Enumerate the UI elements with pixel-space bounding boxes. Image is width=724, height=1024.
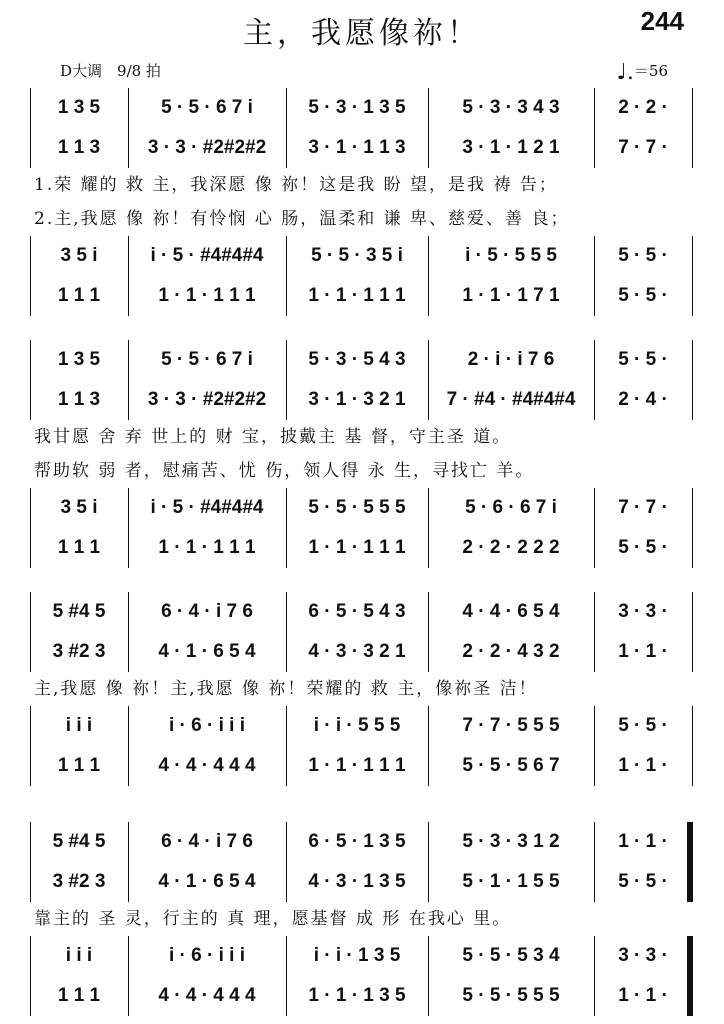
measure: 1 · 1 · — [618, 831, 668, 852]
bar-line — [692, 528, 693, 568]
bar-line — [128, 236, 129, 276]
measure: i · 5 · #4#4#4 — [150, 245, 264, 266]
measure: 6 · 5 · 1 3 5 — [308, 831, 406, 852]
measure: 5 · 5 · 3 5 i — [311, 245, 403, 266]
bar-line — [428, 976, 429, 1016]
bar-line — [286, 632, 287, 672]
measure: 4 · 4 · 4 4 4 — [158, 755, 256, 776]
measure: 3 #2 3 — [52, 641, 106, 662]
lyric-line: 1.荣 耀的 救 主，我深愿 像 祢！这是我 盼 望，是我 祷 告； — [34, 175, 558, 195]
bar-line — [594, 340, 595, 380]
bar-line — [692, 276, 693, 316]
bar-line — [30, 632, 31, 672]
notation-row — [30, 528, 692, 568]
bar-line — [286, 340, 287, 380]
final-bar-line — [687, 976, 692, 1016]
system-1 — [30, 88, 692, 316]
measure: i · 5 · #4#4#4 — [150, 497, 264, 518]
measure: 3 · 1 · 1 1 3 — [308, 137, 406, 158]
bar-line — [30, 936, 31, 976]
bar-line — [30, 592, 31, 632]
measure: 3 · 3 · #2#2#2 — [147, 389, 267, 410]
bar-line — [128, 380, 129, 420]
notation-row — [30, 340, 692, 380]
bar-line — [692, 936, 693, 976]
bar-line — [128, 528, 129, 568]
bar-line — [30, 88, 31, 128]
measure: 5 · 5 · — [618, 871, 668, 892]
bar-line — [128, 128, 129, 168]
measure: 3 · 3 · #2#2#2 — [147, 137, 267, 158]
bar-line — [128, 862, 129, 902]
bar-line — [692, 822, 693, 862]
measure: 1 · 1 · 1 7 1 — [462, 285, 560, 306]
measure: 7 · 7 · 5 5 5 — [462, 715, 560, 736]
tempo-marking — [617, 60, 668, 85]
system-3 — [30, 592, 692, 786]
measure: 3 #2 3 — [52, 871, 106, 892]
notation-row — [30, 88, 692, 128]
system-2 — [30, 340, 692, 568]
notation-row — [30, 236, 692, 276]
lyric-line: 我甘愿 舍 弃 世上的 财 宝，披戴主 基 督，守主圣 道。 — [34, 427, 512, 447]
measure: 5 · 5 · — [618, 285, 668, 306]
bar-line — [128, 88, 129, 128]
notation-row — [30, 488, 692, 528]
measure: i · 5 · 5 5 5 — [465, 245, 557, 266]
bar-line — [428, 236, 429, 276]
final-bar-line — [687, 822, 692, 862]
bar-line — [594, 976, 595, 1016]
notation-row — [30, 862, 692, 902]
bar-line — [594, 862, 595, 902]
bar-line — [286, 746, 287, 786]
measure: 1 · 1 · 1 1 1 — [308, 755, 406, 776]
measure: 4 · 3 · 1 3 5 — [308, 871, 406, 892]
measure: 2 · 4 · — [618, 389, 668, 410]
bar-line — [286, 380, 287, 420]
bar-line — [692, 88, 693, 128]
measure: 3 5 i — [60, 245, 98, 266]
bar-line — [286, 822, 287, 862]
measure: 5 · 5 · 6 7 i — [161, 349, 253, 370]
bar-line — [30, 976, 31, 1016]
measure: 1 · 1 · 1 1 1 — [158, 285, 256, 306]
bar-line — [692, 380, 693, 420]
notation-row — [30, 592, 692, 632]
hymn-number: 244 — [640, 6, 684, 36]
measure: 5 · 3 · 3 1 2 — [462, 831, 560, 852]
bar-line — [128, 976, 129, 1016]
measure: 5 · 5 · 5 6 7 — [462, 755, 560, 776]
bar-line — [692, 862, 693, 902]
measure: 5 · 5 · — [618, 349, 668, 370]
lyric-line: 靠主的 圣 灵，行主的 真 理，愿基督 成 形 在我心 里。 — [34, 909, 512, 929]
measure: 5 · 5 · 5 5 5 — [462, 985, 560, 1006]
notation-row — [30, 976, 692, 1016]
measure: i i i — [65, 715, 93, 736]
measure: i · i · 5 5 5 — [313, 715, 401, 736]
bar-line — [30, 128, 31, 168]
bar-line — [30, 276, 31, 316]
measure: 3 · 1 · 1 2 1 — [462, 137, 560, 158]
measure: 1 · 1 · 1 1 1 — [308, 285, 406, 306]
bar-line — [428, 592, 429, 632]
bar-line — [594, 128, 595, 168]
hymn-title: 主，我愿像祢！ — [243, 16, 481, 51]
measure: 5 · 1 · 1 5 5 — [462, 871, 560, 892]
bar-line — [692, 706, 693, 746]
bar-line — [594, 822, 595, 862]
measure: 1 1 1 — [57, 755, 101, 776]
bar-line — [128, 632, 129, 672]
bar-line — [428, 380, 429, 420]
bar-line — [286, 862, 287, 902]
bar-line — [30, 822, 31, 862]
bar-line — [594, 276, 595, 316]
notation-row — [30, 276, 692, 316]
notation-row — [30, 706, 692, 746]
measure: 1 1 1 — [57, 985, 101, 1006]
measure: i · 6 · i i i — [168, 945, 245, 966]
measure: i · 6 · i i i — [168, 715, 245, 736]
measure: 7 · #4 · #4#4#4 — [446, 389, 576, 410]
bar-line — [594, 706, 595, 746]
measure: 6 · 4 · i 7 6 — [161, 831, 253, 852]
bar-line — [286, 88, 287, 128]
bar-line — [594, 528, 595, 568]
measure: 1 3 5 — [57, 349, 101, 370]
measure: 4 · 3 · 3 2 1 — [308, 641, 406, 662]
measure: 3 · 1 · 3 2 1 — [308, 389, 406, 410]
measure: 1 1 3 — [57, 137, 101, 158]
bar-line — [428, 488, 429, 528]
bar-line — [692, 128, 693, 168]
bar-line — [594, 746, 595, 786]
measure: 6 · 4 · i 7 6 — [161, 601, 253, 622]
measure: 3 · 3 · — [618, 601, 668, 622]
bar-line — [30, 746, 31, 786]
bar-line — [286, 276, 287, 316]
notation-row — [30, 380, 692, 420]
bar-line — [128, 340, 129, 380]
lyric-line: 2.主,我愿 像 祢！有怜悯 心 肠，温柔和 谦 卑、慈爱、善 良； — [34, 209, 570, 229]
measure: 5 · 5 · 6 7 i — [161, 97, 253, 118]
measure: 5 · 3 · 5 4 3 — [308, 349, 406, 370]
bar-line — [594, 592, 595, 632]
final-bar-line — [687, 936, 692, 976]
bar-line — [428, 128, 429, 168]
bar-line — [128, 936, 129, 976]
bar-line — [692, 488, 693, 528]
bar-line — [692, 592, 693, 632]
bar-line — [428, 88, 429, 128]
bar-line — [30, 862, 31, 902]
bar-line — [30, 706, 31, 746]
bar-line — [286, 706, 287, 746]
bar-line — [594, 488, 595, 528]
measure: 5 · 5 · — [618, 715, 668, 736]
bar-line — [128, 746, 129, 786]
bar-line — [128, 822, 129, 862]
bar-line — [692, 340, 693, 380]
measure: 5 · 5 · — [618, 537, 668, 558]
measure: 2 · i · i 7 6 — [467, 349, 555, 370]
bar-line — [428, 936, 429, 976]
measure: 1 1 3 — [57, 389, 101, 410]
tempo-value: ＝56 — [633, 62, 668, 80]
bar-line — [286, 528, 287, 568]
measure: 5 #4 5 — [52, 601, 106, 622]
bar-line — [30, 380, 31, 420]
measure: 4 · 4 · 4 4 4 — [158, 985, 256, 1006]
bar-line — [286, 128, 287, 168]
measure: 1 · 1 · — [618, 755, 668, 776]
measure: 5 · 6 · 6 7 i — [465, 497, 557, 518]
bar-line — [428, 528, 429, 568]
bar-line — [30, 528, 31, 568]
measure: 1 · 1 · 1 1 1 — [308, 537, 406, 558]
notation-row — [30, 128, 692, 168]
measure: 4 · 4 · 6 5 4 — [462, 601, 560, 622]
bar-line — [286, 236, 287, 276]
dotted-quarter-note-icon: ♩. — [616, 60, 634, 85]
notation-row — [30, 822, 692, 862]
lyric-line: 主,我愿 像 祢！主,我愿 像 祢！荣耀的 救 主，像祢圣 洁！ — [34, 679, 538, 699]
final-bar-line — [687, 862, 692, 902]
measure: 2 · 2 · 4 3 2 — [462, 641, 560, 662]
measure: 5 · 5 · — [618, 245, 668, 266]
measure: 3 5 i — [60, 497, 98, 518]
measure: 1 1 1 — [57, 537, 101, 558]
notation-row — [30, 936, 692, 976]
measure: 1 · 1 · 1 1 1 — [158, 537, 256, 558]
bar-line — [286, 976, 287, 1016]
bar-line — [128, 276, 129, 316]
bar-line — [692, 632, 693, 672]
bar-line — [692, 746, 693, 786]
bar-line — [594, 236, 595, 276]
measure: 1 · 1 · 1 3 5 — [308, 985, 406, 1006]
bar-line — [428, 706, 429, 746]
measure: 7 · 7 · — [618, 497, 668, 518]
bar-line — [286, 488, 287, 528]
bar-line — [128, 592, 129, 632]
measure: 5 · 3 · 3 4 3 — [462, 97, 560, 118]
measure: 5 · 5 · 5 3 4 — [462, 945, 560, 966]
bar-line — [30, 340, 31, 380]
bar-line — [286, 936, 287, 976]
bar-line — [30, 236, 31, 276]
bar-line — [428, 746, 429, 786]
measure: 7 · 7 · — [618, 137, 668, 158]
notation-row — [30, 632, 692, 672]
measure: 5 · 5 · 5 5 5 — [308, 497, 406, 518]
measure: 1 · 1 · — [618, 985, 668, 1006]
measure: 1 1 1 — [57, 285, 101, 306]
system-4 — [30, 822, 692, 1016]
bar-line — [594, 88, 595, 128]
bar-line — [594, 380, 595, 420]
measure: 4 · 1 · 6 5 4 — [158, 871, 256, 892]
measure: 4 · 1 · 6 5 4 — [158, 641, 256, 662]
bar-line — [30, 488, 31, 528]
notation-row — [30, 746, 692, 786]
measure: 1 · 1 · — [618, 641, 668, 662]
key-signature: D大调 9/8 拍 — [60, 62, 161, 80]
bar-line — [128, 488, 129, 528]
bar-line — [594, 632, 595, 672]
measure: 5 · 3 · 1 3 5 — [308, 97, 406, 118]
lyric-line: 帮助软 弱 者，慰痛苦、忧 伤，领人得 永 生，寻找亡 羊。 — [34, 461, 535, 481]
bar-line — [428, 862, 429, 902]
measure: 3 · 3 · — [618, 945, 668, 966]
measure: 2 · 2 · 2 2 2 — [462, 537, 560, 558]
bar-line — [594, 936, 595, 976]
measure: i · i · 1 3 5 — [313, 945, 401, 966]
bar-line — [428, 340, 429, 380]
bar-line — [128, 706, 129, 746]
bar-line — [428, 276, 429, 316]
bar-line — [692, 976, 693, 1016]
bar-line — [428, 822, 429, 862]
bar-line — [428, 632, 429, 672]
measure: 6 · 5 · 5 4 3 — [308, 601, 406, 622]
bar-line — [286, 592, 287, 632]
measure: i i i — [65, 945, 93, 966]
measure: 5 #4 5 — [52, 831, 106, 852]
measure: 2 · 2 · — [618, 97, 668, 118]
bar-line — [692, 236, 693, 276]
measure: 1 3 5 — [57, 97, 101, 118]
